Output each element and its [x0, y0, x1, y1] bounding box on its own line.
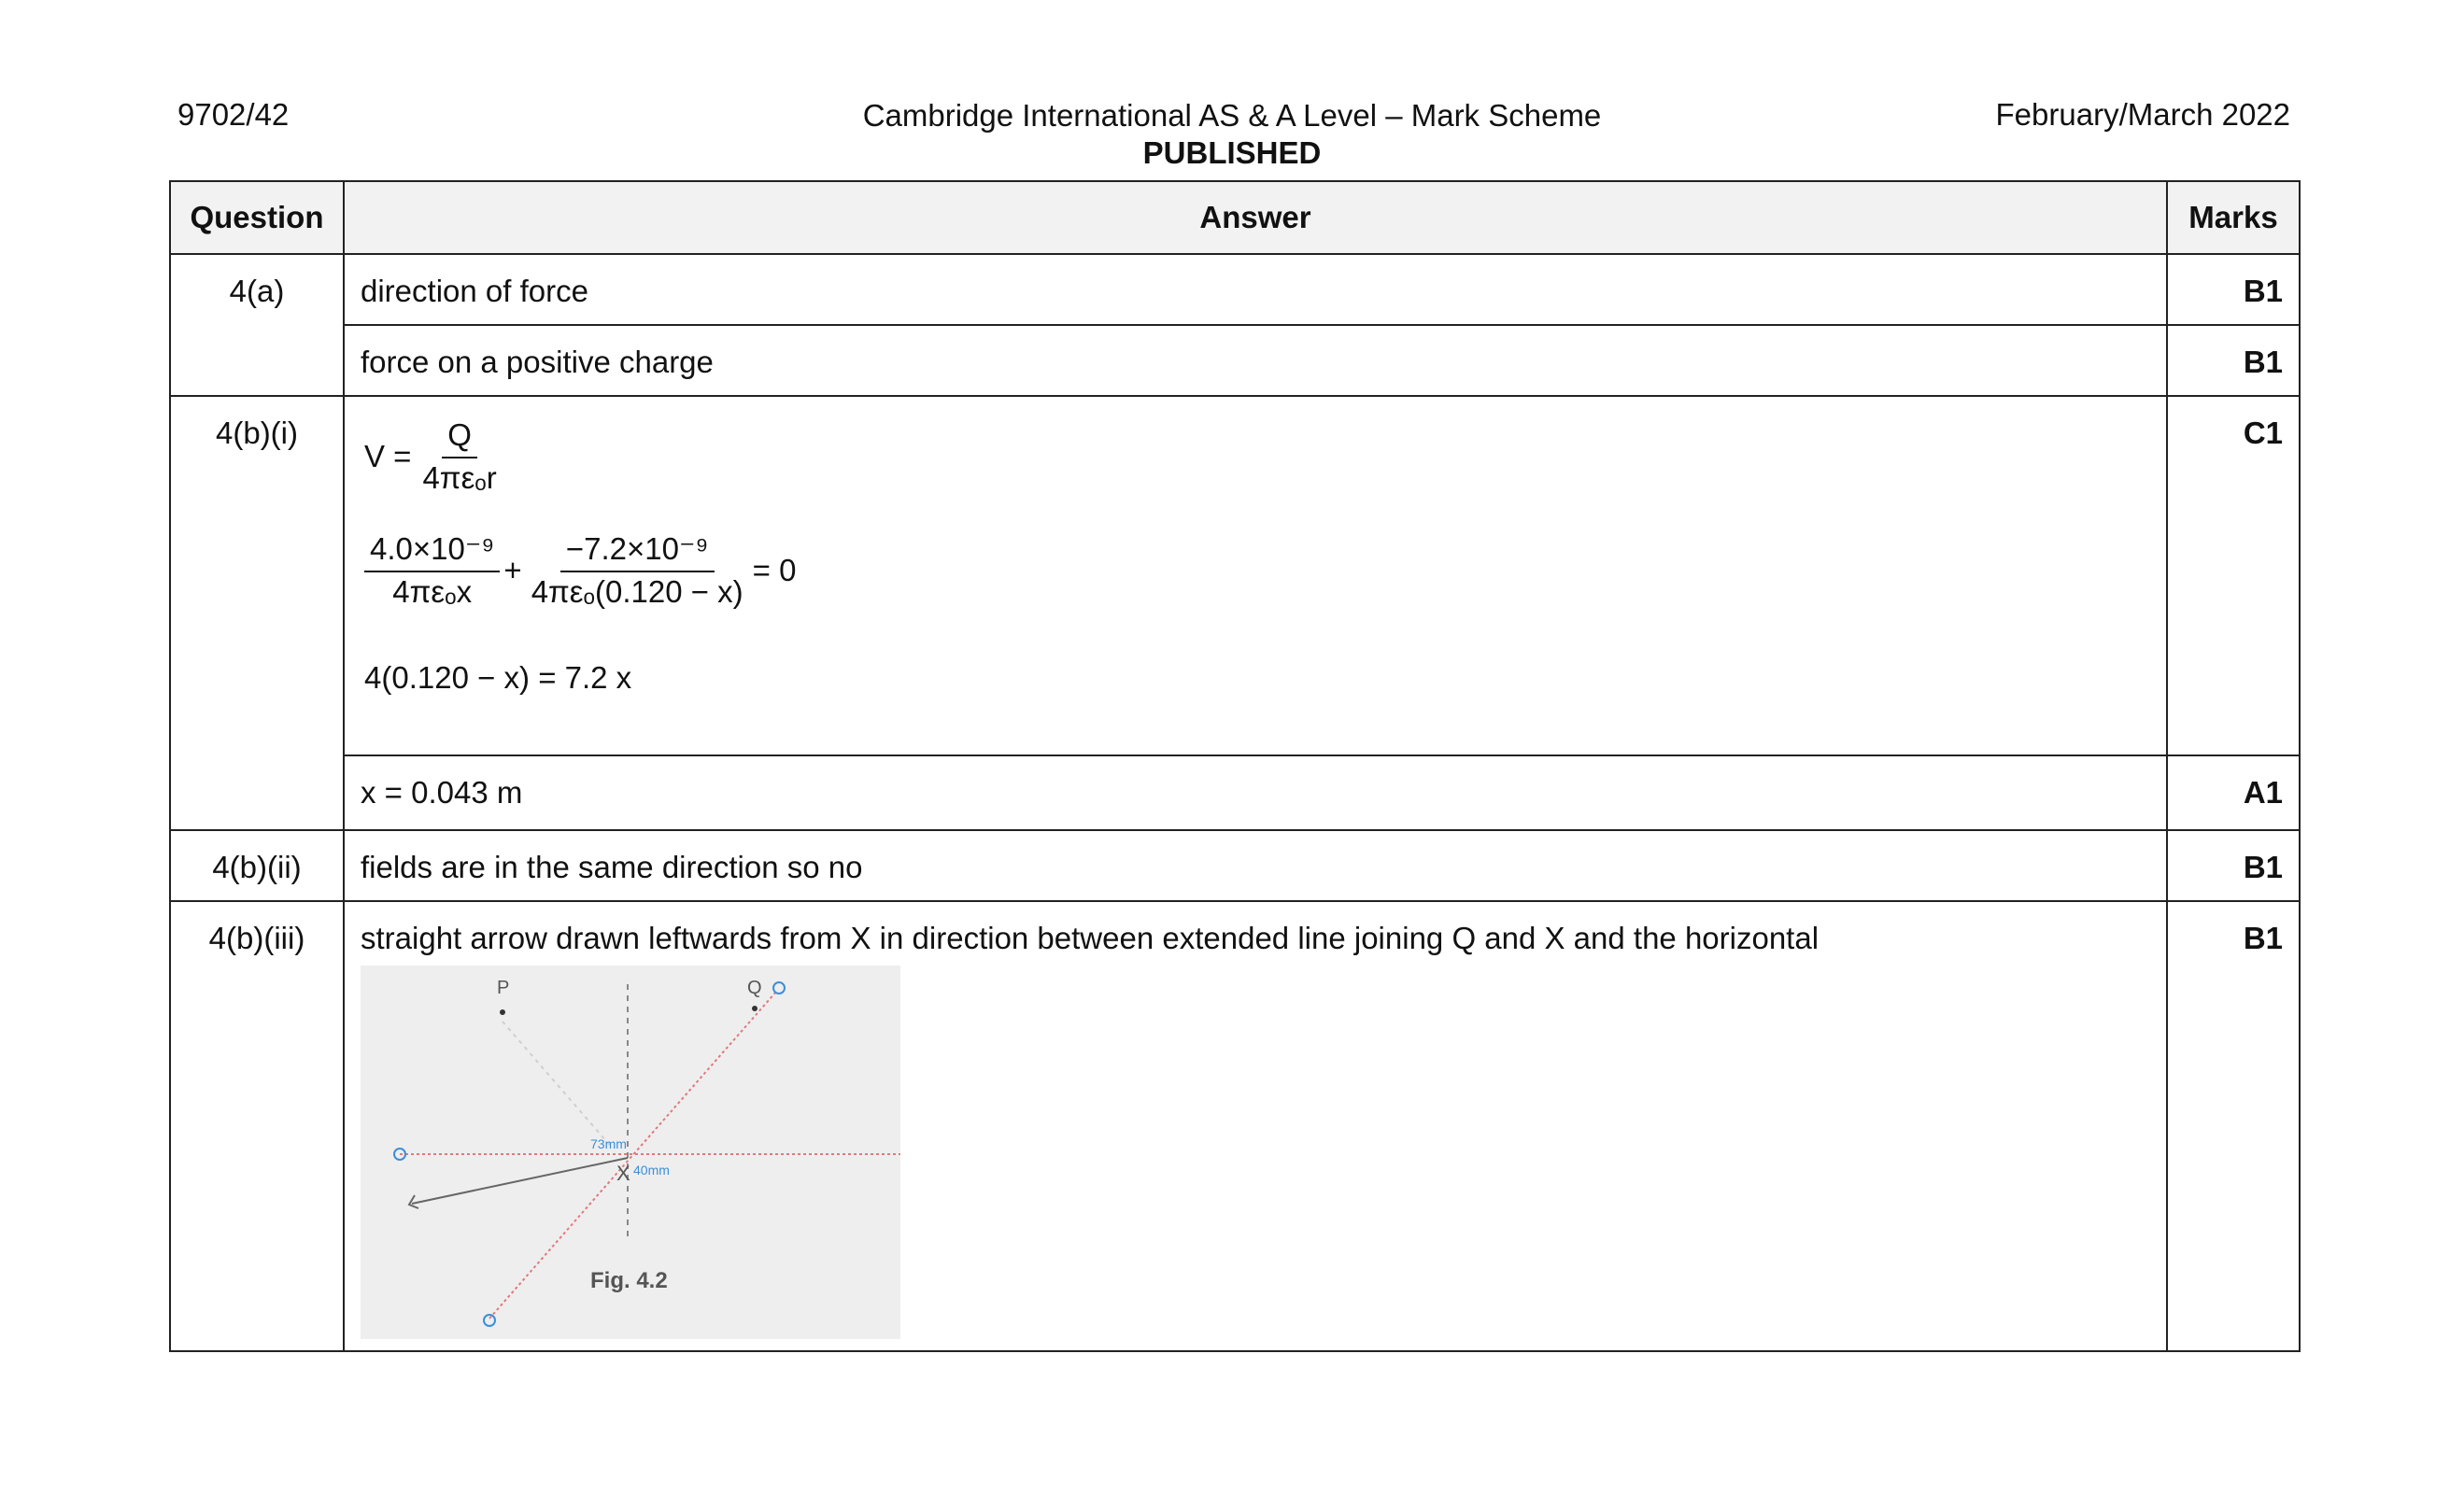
label-q: Q: [747, 978, 762, 998]
paper-code: 9702/42: [177, 97, 290, 132]
header-answer: Answer: [344, 181, 2167, 254]
label-x: X: [616, 1162, 630, 1185]
mark-cell: B1: [2167, 325, 2300, 396]
header-question: Question: [170, 181, 344, 254]
numerator: 4.0×10⁻⁹: [364, 530, 500, 572]
exam-session: February/March 2022: [1995, 97, 2290, 132]
table-row: [170, 396, 2300, 755]
fraction: [364, 530, 500, 610]
label-p: P: [497, 978, 510, 998]
answer-cell: direction of force: [344, 254, 2167, 325]
equation-potential: [364, 417, 503, 496]
header-marks: Marks: [2167, 181, 2300, 254]
mark-cell: B1: [2167, 830, 2300, 901]
denominator: 4πεₒr: [422, 460, 497, 495]
denominator: 4πεₒ(0.120 − x): [531, 574, 743, 609]
equation-sum: [364, 530, 796, 610]
fraction: [526, 530, 749, 610]
question-number: 4(b)(i): [170, 396, 344, 830]
plus-sign: +: [503, 552, 522, 587]
point-p: [500, 1009, 505, 1015]
answer-cell: x = 0.043 m: [344, 755, 2167, 830]
numerator: Q: [442, 417, 477, 458]
mark-cell: B1: [2167, 254, 2300, 325]
figure-4-2: [361, 966, 900, 1339]
denominator: 4πεₒx: [392, 574, 473, 609]
answer-cell: fields are in the same direction so no: [344, 830, 2167, 901]
dimension-label-1: 73mm: [590, 1136, 627, 1151]
table-header-row: [170, 181, 2300, 254]
mark-cell: C1: [2167, 396, 2300, 755]
numerator: −7.2×10⁻⁹: [560, 530, 715, 572]
mark-scheme-table: [169, 180, 2301, 1352]
question-number: 4(b)(iii): [170, 901, 344, 1351]
table-row: [170, 755, 2300, 830]
published-label: PUBLISHED: [1142, 135, 1322, 170]
table-row: [170, 254, 2300, 325]
equation-solve: 4(0.120 − x) = 7.2 x: [364, 660, 632, 695]
mark-cell: A1: [2167, 755, 2300, 830]
answer-cell: force on a positive charge: [344, 325, 2167, 396]
answer-text: straight arrow drawn leftwards from X in direction between extended line joining Q and X and the horizontal: [361, 921, 1820, 955]
table-row: [170, 901, 2300, 1351]
fraction: [417, 417, 502, 496]
answer-cell: [344, 396, 2167, 755]
eq-lhs: V =: [364, 439, 412, 473]
table-row: [170, 830, 2300, 901]
title-text: Cambridge International AS & A Level – Mark Scheme: [862, 98, 1602, 133]
answer-cell: [344, 901, 2167, 1351]
mark-cell: B1: [2167, 901, 2300, 1351]
figure-caption: Fig. 4.2: [590, 1268, 668, 1293]
table-row: [170, 325, 2300, 396]
dimension-label-2: 40mm: [633, 1163, 670, 1178]
point-q: [752, 1006, 758, 1011]
question-number: 4(a): [170, 254, 344, 396]
question-number: 4(b)(ii): [170, 830, 344, 901]
equation-block: [361, 397, 2151, 754]
eq-rhs: = 0: [752, 552, 797, 587]
